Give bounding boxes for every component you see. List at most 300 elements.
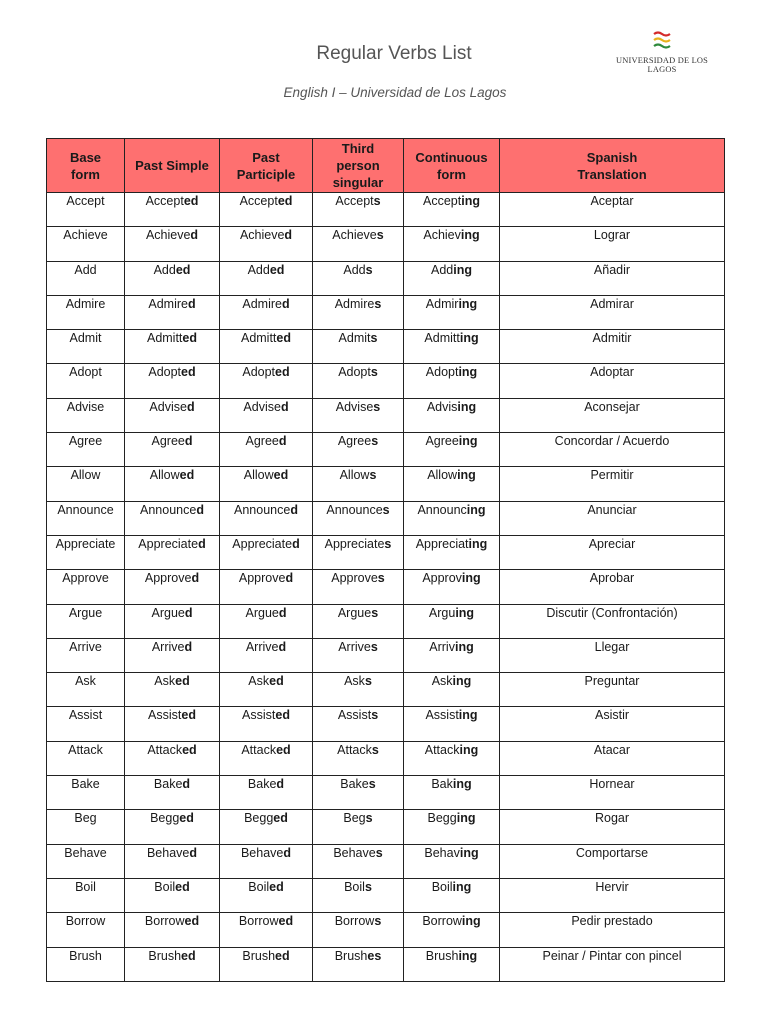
cell-stem: Add: [74, 262, 97, 277]
cell-past-participle: [220, 844, 313, 878]
cell-suffix: s: [370, 639, 378, 654]
cell-stem: Beg: [343, 811, 366, 826]
cell-past-simple: [125, 193, 220, 227]
cell-base-form: [47, 330, 125, 364]
cell-past-participle: [220, 741, 313, 775]
cell-past-simple: [125, 776, 220, 810]
cell-stem: Hornear: [589, 777, 635, 792]
cell-past-participle: [220, 261, 313, 295]
cell-suffix: s: [382, 502, 390, 517]
cell-past-participle: [220, 947, 313, 981]
cell-suffix: ed: [276, 331, 292, 346]
cell-past-simple: [125, 673, 220, 707]
cell-spanish-translation: [500, 193, 725, 227]
cell-suffix: d: [186, 399, 195, 414]
table-row: [47, 604, 725, 638]
cell-suffix: s: [374, 296, 382, 311]
cell-suffix: ing: [460, 228, 480, 243]
cell-suffix: d: [278, 605, 287, 620]
column-header-past-participle: [220, 139, 313, 193]
cell-past-simple: [125, 947, 220, 981]
cell-stem: Admirar: [590, 296, 634, 311]
column-header-base-form: [47, 139, 125, 193]
cell-past-simple: [125, 570, 220, 604]
cell-continuous-form: [404, 433, 500, 467]
table-row: [47, 810, 725, 844]
cell-stem: Brush: [242, 948, 276, 963]
cell-stem: Boil: [154, 879, 176, 894]
cell-suffix: s: [374, 914, 382, 929]
cell-stem: Allow: [339, 468, 370, 483]
cell-suffix: ed: [277, 194, 293, 208]
cell-base-form: [47, 810, 125, 844]
cell-continuous-form: [404, 913, 500, 947]
cell-suffix: ing: [456, 811, 476, 826]
cell-stem: Admir: [425, 296, 459, 311]
cell-stem: Attack: [337, 742, 372, 757]
table-row: [47, 844, 725, 878]
cell-past-participle: [220, 638, 313, 672]
cell-suffix: s: [375, 845, 383, 860]
cell-continuous-form: [404, 844, 500, 878]
cell-third-person-singular: [313, 673, 404, 707]
cell-continuous-form: [404, 947, 500, 981]
cell-suffix: ing: [461, 194, 480, 208]
cell-stem: Borrow: [238, 914, 279, 929]
cell-stem: Apreciar: [588, 536, 636, 551]
cell-stem: Bake: [340, 777, 369, 792]
column-header-past-simple: [125, 139, 220, 193]
cell-base-form: [47, 776, 125, 810]
cell-stem: Admire: [334, 296, 375, 311]
cell-third-person-singular: [313, 947, 404, 981]
cell-third-person-singular: [313, 776, 404, 810]
cell-suffix: d: [284, 228, 293, 243]
cell-stem: Adoptar: [590, 365, 634, 380]
cell-base-form: [47, 741, 125, 775]
cell-suffix: ing: [466, 502, 486, 517]
cell-suffix: s: [369, 468, 377, 483]
cell-spanish-translation: [500, 913, 725, 947]
cell-stem: Argue: [68, 605, 103, 620]
cell-suffix: d: [290, 502, 298, 517]
cell-stem: Atacar: [593, 742, 631, 757]
cell-stem: Agree: [425, 434, 459, 449]
cell-suffix: s: [373, 194, 381, 208]
table-row: [47, 878, 725, 912]
cell-stem: Añadir: [593, 262, 631, 277]
cell-past-participle: [220, 707, 313, 741]
cell-past-simple: [125, 535, 220, 569]
table-row: [47, 638, 725, 672]
column-header-line: Spanish: [586, 149, 638, 165]
cell-stem: Accept: [423, 194, 462, 208]
cell-suffix: ing: [458, 296, 478, 311]
cell-third-person-singular: [313, 810, 404, 844]
cell-stem: Behave: [146, 845, 190, 860]
cell-suffix: ing: [459, 331, 479, 346]
cell-continuous-form: [404, 261, 500, 295]
cell-base-form: [47, 913, 125, 947]
cell-stem: Announc: [417, 502, 467, 517]
cell-stem: Admitt: [424, 331, 460, 346]
cell-third-person-singular: [313, 433, 404, 467]
cell-stem: Assist: [337, 708, 372, 723]
cell-stem: Admire: [242, 296, 282, 311]
cell-continuous-form: [404, 295, 500, 329]
cell-suffix: d: [184, 434, 193, 449]
cell-stem: Borrow: [334, 914, 375, 929]
cell-spanish-translation: [500, 295, 725, 329]
cell-stem: Admitt: [146, 331, 183, 346]
table-row: [47, 501, 725, 535]
cell-stem: Borrow: [144, 914, 185, 929]
cell-stem: Allow: [149, 468, 180, 483]
cell-continuous-form: [404, 330, 500, 364]
cell-base-form: [47, 707, 125, 741]
cell-stem: Argue: [151, 605, 185, 620]
column-header-continuous-form: [404, 139, 500, 193]
cell-suffix: ed: [273, 468, 289, 483]
cell-stem: Announce: [57, 502, 114, 517]
cell-stem: Ask: [248, 674, 270, 689]
cell-stem: Ask: [75, 674, 96, 689]
cell-base-form: [47, 570, 125, 604]
cell-spanish-translation: [500, 638, 725, 672]
cell-past-simple: [125, 501, 220, 535]
cell-spanish-translation: [500, 398, 725, 432]
cell-stem: Boil: [431, 879, 453, 894]
cell-stem: Attack: [147, 742, 183, 757]
cell-stem: Appreciate: [232, 536, 293, 551]
cell-third-person-singular: [313, 844, 404, 878]
cell-past-participle: [220, 570, 313, 604]
cell-suffix: s: [365, 262, 373, 277]
cell-stem: Argu: [428, 605, 456, 620]
cell-stem: Agree: [151, 434, 185, 449]
cell-past-participle: [220, 364, 313, 398]
cell-suffix: ed: [175, 262, 191, 277]
cell-third-person-singular: [313, 398, 404, 432]
cell-stem: Argue: [337, 605, 372, 620]
cell-continuous-form: [404, 193, 500, 227]
cell-stem: Approve: [238, 571, 286, 586]
cell-past-simple: [125, 913, 220, 947]
cell-continuous-form: [404, 878, 500, 912]
cell-stem: Boil: [344, 879, 365, 894]
column-header-line: Third: [341, 141, 375, 156]
cell-third-person-singular: [313, 261, 404, 295]
cell-suffix: d: [184, 639, 193, 654]
table-row: [47, 193, 725, 227]
cell-suffix: d: [278, 639, 287, 654]
cell-stem: Approve: [331, 571, 378, 586]
column-header-third-person-singular: [313, 139, 404, 193]
cell-stem: Behave: [333, 845, 376, 860]
cell-base-form: [47, 638, 125, 672]
cell-suffix: ing: [468, 536, 488, 551]
cell-suffix: ed: [175, 674, 190, 689]
cell-spanish-translation: [500, 467, 725, 501]
cell-third-person-singular: [313, 330, 404, 364]
cell-suffix: s: [371, 434, 379, 449]
cell-third-person-singular: [313, 535, 404, 569]
cell-base-form: [47, 947, 125, 981]
cell-stem: Pedir prestado: [571, 914, 653, 929]
cell-stem: Discutir (Confrontación): [546, 605, 678, 620]
cell-stem: Begg: [427, 811, 457, 826]
cell-suffix: ed: [276, 742, 291, 757]
table-body: [47, 193, 725, 982]
cell-spanish-translation: [500, 535, 725, 569]
cell-spanish-translation: [500, 604, 725, 638]
cell-suffix: ed: [278, 914, 294, 929]
cell-stem: Announce: [140, 502, 197, 517]
cell-stem: Permitir: [590, 468, 634, 483]
cell-stem: Achieve: [63, 228, 108, 243]
cell-stem: Aceptar: [590, 194, 634, 208]
cell-spanish-translation: [500, 364, 725, 398]
cell-suffix: ing: [458, 365, 478, 380]
cell-continuous-form: [404, 604, 500, 638]
cell-stem: Beg: [74, 811, 97, 826]
cell-suffix: d: [285, 571, 294, 586]
table-row: [47, 535, 725, 569]
cell-stem: Accept: [66, 194, 105, 208]
cell-suffix: s: [371, 742, 379, 757]
column-header-line: form: [71, 166, 100, 182]
cell-stem: Comportarse: [575, 845, 649, 860]
cell-suffix: s: [365, 811, 373, 826]
cell-suffix: ed: [181, 708, 196, 723]
cell-spanish-translation: [500, 844, 725, 878]
cell-suffix: s: [368, 777, 376, 792]
cell-stem: Peinar / Pintar con pincel: [542, 948, 682, 963]
cell-suffix: s: [370, 331, 378, 346]
cell-stem: Bak: [431, 777, 453, 792]
cell-base-form: [47, 433, 125, 467]
cell-third-person-singular: [313, 638, 404, 672]
cell-stem: Add: [153, 262, 176, 277]
cell-continuous-form: [404, 776, 500, 810]
cell-stem: Assist: [68, 708, 103, 723]
cell-stem: Brush: [69, 948, 102, 963]
cell-continuous-form: [404, 673, 500, 707]
cell-stem: Admire: [148, 296, 188, 311]
cell-stem: Aconsejar: [584, 399, 640, 414]
cell-stem: Begg: [244, 811, 274, 826]
page-title: Regular Verbs List: [316, 43, 472, 64]
cell-suffix: s: [371, 605, 379, 620]
cell-stem: Adopt: [425, 365, 459, 380]
cell-stem: Accept: [145, 194, 184, 208]
cell-continuous-form: [404, 227, 500, 261]
cell-continuous-form: [404, 501, 500, 535]
table-header: [47, 139, 725, 193]
cell-stem: Achieve: [332, 228, 377, 243]
cell-stem: Add: [343, 262, 366, 277]
cell-past-participle: [220, 604, 313, 638]
cell-base-form: [47, 501, 125, 535]
cell-spanish-translation: [500, 947, 725, 981]
column-header-spanish-translation: [500, 139, 725, 193]
cell-suffix: ing: [455, 605, 475, 620]
cell-spanish-translation: [500, 741, 725, 775]
table-row: [47, 227, 725, 261]
cell-base-form: [47, 398, 125, 432]
cell-stem: Adopt: [148, 365, 182, 380]
cell-past-simple: [125, 467, 220, 501]
cell-stem: Bake: [153, 777, 183, 792]
cell-third-person-singular: [313, 604, 404, 638]
cell-third-person-singular: [313, 193, 404, 227]
cell-stem: Ask: [344, 674, 365, 689]
cell-base-form: [47, 844, 125, 878]
cell-stem: Arrive: [245, 639, 279, 654]
cell-past-participle: [220, 501, 313, 535]
cell-third-person-singular: [313, 707, 404, 741]
cell-stem: Brush: [148, 948, 182, 963]
cell-suffix: d: [191, 571, 200, 586]
cell-stem: Adopt: [69, 365, 102, 380]
cell-third-person-singular: [313, 501, 404, 535]
table-row: [47, 776, 725, 810]
cell-stem: Appreciate: [138, 536, 199, 551]
cell-stem: Asistir: [594, 708, 630, 723]
cell-suffix: ing: [459, 742, 479, 757]
cell-continuous-form: [404, 535, 500, 569]
cell-stem: Achieve: [145, 228, 191, 243]
cell-past-simple: [125, 227, 220, 261]
cell-suffix: d: [283, 845, 292, 860]
cell-suffix: s: [384, 536, 392, 551]
cell-suffix: ing: [452, 674, 472, 689]
cell-base-form: [47, 878, 125, 912]
cell-continuous-form: [404, 638, 500, 672]
cell-suffix: s: [377, 571, 385, 586]
cell-past-participle: [220, 398, 313, 432]
cell-suffix: d: [280, 399, 289, 414]
cell-past-participle: [220, 227, 313, 261]
cell-stem: Accept: [239, 194, 278, 208]
cell-suffix: ed: [175, 879, 190, 894]
cell-past-participle: [220, 433, 313, 467]
cell-suffix: ing: [452, 879, 472, 894]
cell-suffix: ing: [457, 468, 476, 483]
cell-stem: Admire: [65, 296, 106, 311]
cell-suffix: d: [276, 777, 285, 792]
column-header-line: Translation: [577, 166, 647, 182]
cell-suffix: d: [196, 502, 204, 517]
cell-stem: Allow: [70, 468, 101, 483]
cell-stem: Preguntar: [584, 674, 640, 689]
cell-third-person-singular: [313, 227, 404, 261]
logo-text: UNIVERSIDAD DE LOS LAGOS: [616, 56, 708, 74]
cell-stem: Attack: [68, 742, 103, 757]
cell-suffix: ing: [458, 434, 478, 449]
cell-stem: Approv: [422, 571, 462, 586]
cell-suffix: s: [376, 228, 384, 243]
cell-spanish-translation: [500, 261, 725, 295]
cell-suffix: ed: [273, 811, 288, 826]
cell-stem: Announce: [234, 502, 291, 517]
cell-stem: Attack: [241, 742, 277, 757]
cell-stem: Concordar / Acuerdo: [554, 434, 670, 449]
column-header-line: form: [437, 166, 466, 182]
cell-suffix: d: [187, 296, 196, 311]
cell-suffix: ed: [269, 879, 284, 894]
cell-suffix: ing: [453, 262, 472, 277]
cell-suffix: d: [281, 296, 290, 311]
regular-verbs-table: [46, 138, 725, 982]
cell-spanish-translation: [500, 433, 725, 467]
cell-continuous-form: [404, 467, 500, 501]
cell-suffix: s: [364, 674, 372, 689]
cell-past-simple: [125, 741, 220, 775]
cell-suffix: ed: [179, 468, 195, 483]
university-logo: [604, 26, 720, 72]
cell-past-simple: [125, 878, 220, 912]
cell-suffix: ing: [458, 948, 478, 963]
cell-suffix: d: [198, 536, 206, 551]
cell-past-participle: [220, 535, 313, 569]
cell-stem: Ask: [431, 674, 453, 689]
cell-past-simple: [125, 810, 220, 844]
column-header-line: Past Simple: [135, 158, 209, 173]
cell-suffix: d: [292, 536, 300, 551]
cell-suffix: ing: [454, 639, 474, 654]
table-row: [47, 947, 725, 981]
cell-stem: Admit: [69, 331, 102, 346]
cell-spanish-translation: [500, 673, 725, 707]
university-emblem-icon: [653, 30, 671, 50]
table-row: [47, 295, 725, 329]
cell-third-person-singular: [313, 364, 404, 398]
cell-stem: Bake: [247, 777, 277, 792]
cell-continuous-form: [404, 364, 500, 398]
cell-past-participle: [220, 330, 313, 364]
cell-stem: Brush: [334, 948, 368, 963]
cell-stem: Announce: [326, 502, 383, 517]
cell-continuous-form: [404, 741, 500, 775]
cell-spanish-translation: [500, 501, 725, 535]
cell-base-form: [47, 261, 125, 295]
cell-stem: Accept: [335, 194, 374, 208]
cell-stem: Argue: [245, 605, 279, 620]
cell-base-form: [47, 535, 125, 569]
cell-base-form: [47, 227, 125, 261]
cell-suffix: ed: [184, 914, 200, 929]
cell-stem: Add: [431, 262, 454, 277]
cell-past-participle: [220, 878, 313, 912]
cell-stem: Llegar: [594, 639, 630, 654]
cell-stem: Admitt: [240, 331, 277, 346]
cell-stem: Begg: [150, 811, 180, 826]
cell-stem: Borrow: [422, 914, 462, 929]
cell-continuous-form: [404, 707, 500, 741]
cell-past-participle: [220, 295, 313, 329]
column-header-line: Continuous: [415, 149, 488, 165]
cell-stem: Attack: [424, 742, 460, 757]
column-header-line: Participle: [236, 166, 296, 182]
cell-stem: Appreciat: [415, 536, 469, 551]
cell-past-simple: [125, 844, 220, 878]
cell-stem: Advise: [66, 399, 105, 414]
cell-stem: Ask: [154, 674, 176, 689]
cell-suffix: ing: [459, 845, 479, 860]
cell-stem: Appreciate: [324, 536, 385, 551]
cell-past-participle: [220, 776, 313, 810]
